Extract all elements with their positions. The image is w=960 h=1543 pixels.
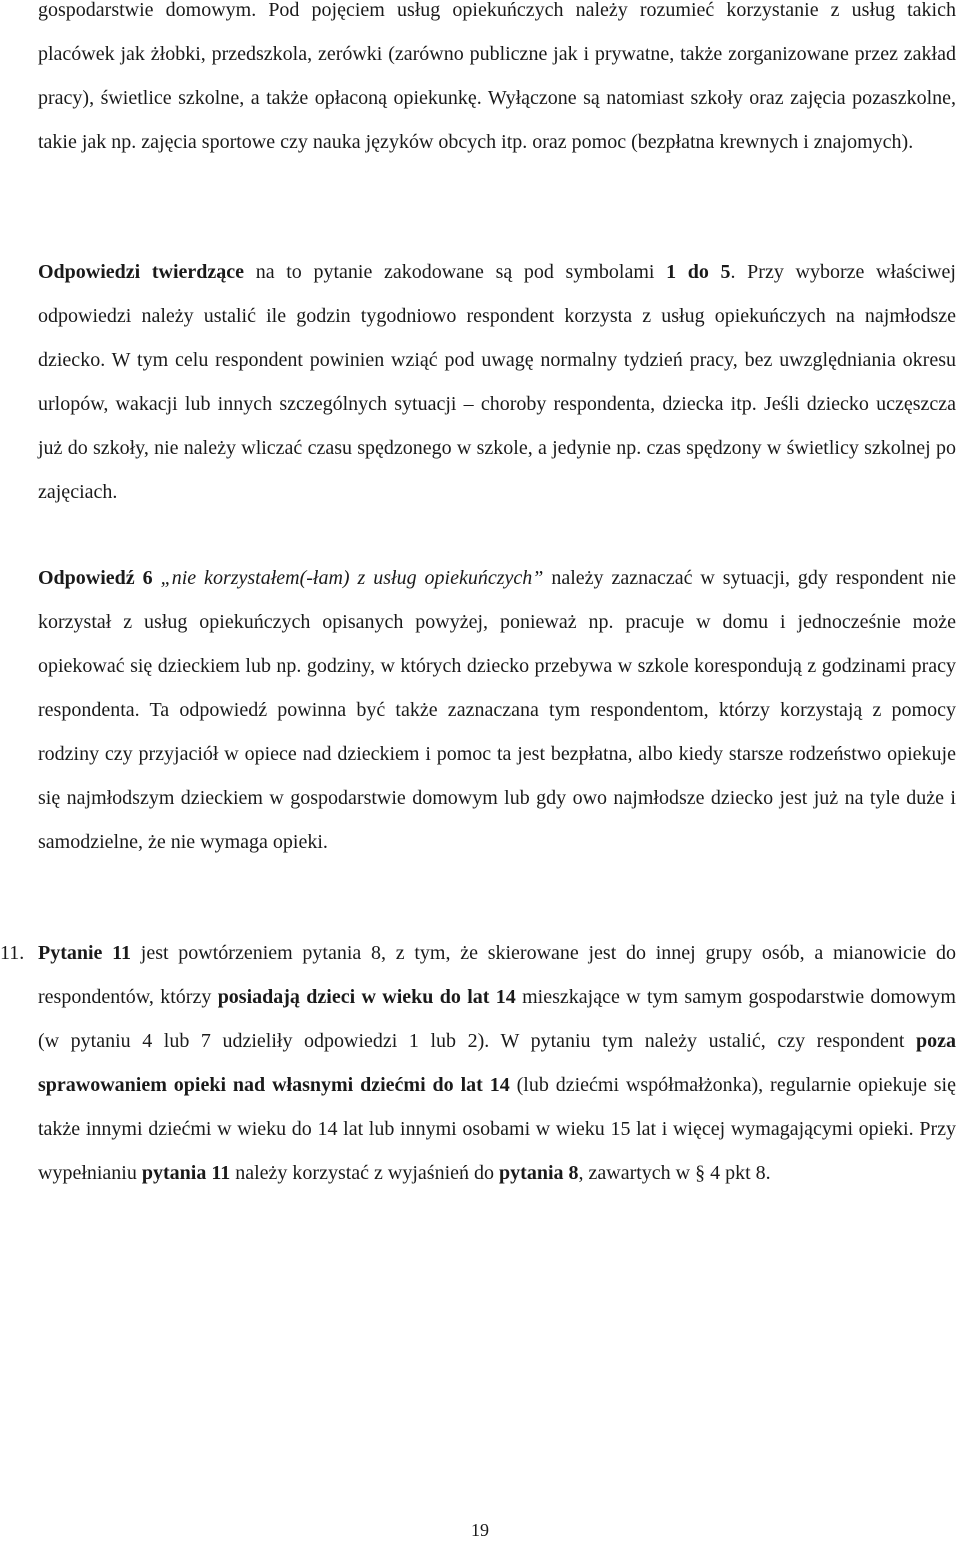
paragraph-text: , zawartych w § 4 pkt 8. [578,1162,771,1184]
bold-term: posiadają dzieci w wieku do lat 14 [217,986,516,1008]
paragraph-text: należy korzystać z wyjaśnień do [230,1162,500,1184]
paragraph-question-11 [38,931,956,1195]
bold-term: pytania 8 [499,1162,579,1184]
bold-term: poza sprawowaniem opieki nad własnymi dziećmi do lat 14 [38,1030,956,1096]
paragraph-answer-6 [38,556,956,864]
paragraph-care-services-definition [38,0,956,164]
bold-term: Pytanie 11 [38,942,132,964]
paragraph-text: gospodarstwie domowym. Pod pojęciem usług opiekuńczych należy rozumieć korzystanie z usług takich placówek jak żłobki, przedszkola, zerówki (zarówno publiczne jak i prywatne, także zorganizowane przez zakład pracy), świetlice szkolne, a także opłaconą opiekunkę. Wyłączone są natomiast szkoły oraz zajęcia pozaszkolne, takie jak np. zajęcia sportowe czy nauka języków obcych itp. oraz pomoc (bezpłatna krewnych i znajomych). [38,0,956,153]
paragraph-affirmative-answers [38,250,956,514]
paragraph-text: jest powtórzeniem pytania 8, z tym, że skierowane jest do innej grupy osób, a mianowicie do respondentów, którzy [38,942,956,1008]
bold-term: Odpowiedź 6 [38,567,153,589]
italic-quote: „nie korzystałem(-łam) z usług opiekuńczych” [152,567,544,589]
list-number: 11. [0,942,25,964]
page-number: 19 [471,1520,489,1540]
paragraph-text: należy zaznaczać w sytuacji, gdy respondent nie korzystał z usług opiekuńczych opisanych powyżej, ponieważ np. pracuje w domu i jednocześnie może opiekować się dzieckiem lub np. godziny, w których dziecko przebywa w szkole korespondują z godzinami pracy respondenta. Ta odpowiedź powinna być także zaznaczana tym respondentom, którzy korzystają z pomocy rodziny czy przyjaciół w opiece nad dzieckiem i pomoc ta jest bezpłatna, albo kiedy starsze rodzeństwo opiekuje się najmłodszym dzieckiem w gospodarstwie domowym lub gdy owo najmłodsze dziecko jest już na tyle duże i samodzielne, że nie wymaga opieki. [38,567,956,853]
bold-term: pytania 11 [141,1162,231,1184]
paragraph-text: (lub dziećmi współmałżonka), regularnie opiekuje się także innymi dziećmi w wieku do 14 lat lub innymi osobami w wieku 15 lat i więcej wymagającymi opieki. Przy wypełnianiu [38,1074,956,1184]
bold-term: Odpowiedzi twierdzące [38,261,245,283]
paragraph-text: mieszkające w tym samym gospodarstwie domowym (w pytaniu 4 lub 7 udzieliły odpowiedzi 1 lub 2). W pytaniu tym należy ustalić, czy respondent [38,986,956,1052]
paragraph-text: . Przy wyborze właściwej odpowiedzi należy ustalić ile godzin tygodniowo respondent korzysta z usług opiekuńczych na najmłodsze dziecko. W tym celu respondent powinien wziąć pod uwagę normalny tydzień pracy, bez uwzględniania okresu urlopów, wakacji lub innych szczególnych sytuacji – choroby respondenta, dziecka itp. Jeśli dziecko uczęszcza już do szkoły, nie należy wliczać czasu spędzonego w szkole, a jedynie np. czas spędzony w świetlicy szkolnej po zajęciach. [38,261,956,503]
paragraph-text: na to pytanie zakodowane są pod symbolami [244,261,667,283]
bold-term: 1 do 5 [666,261,731,283]
